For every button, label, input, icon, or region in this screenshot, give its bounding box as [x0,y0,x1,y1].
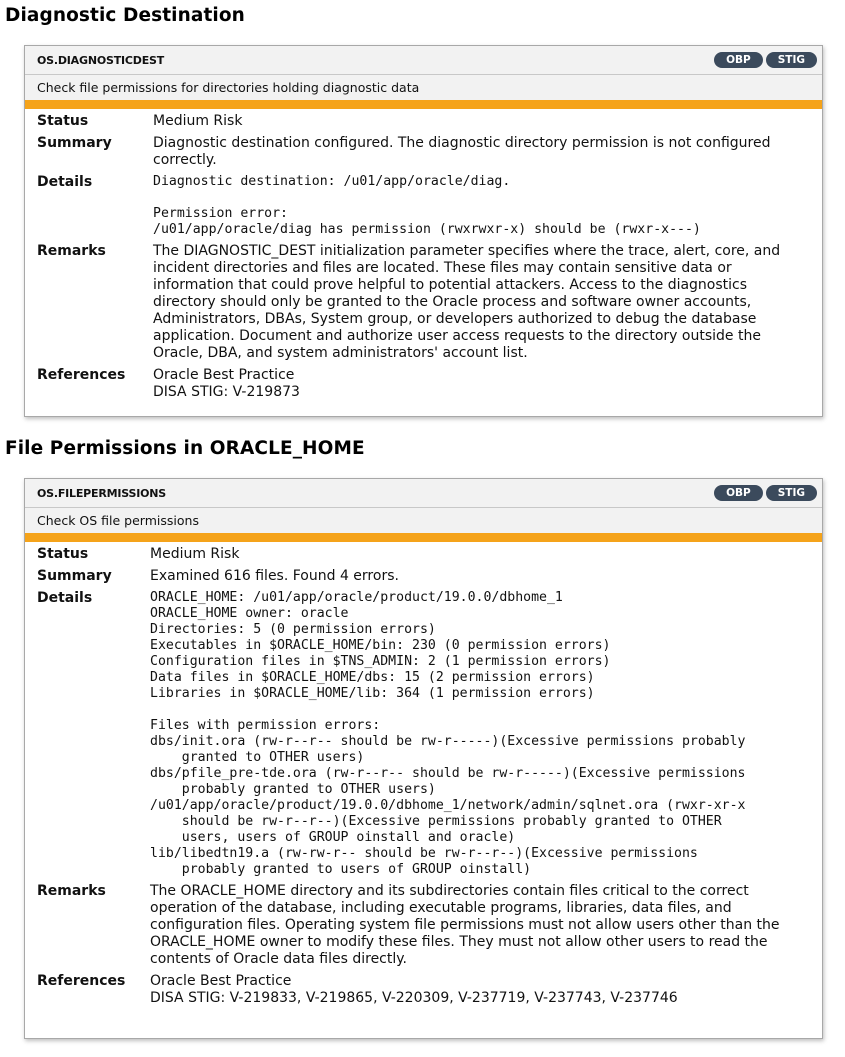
stig-badge[interactable]: STIG [766,52,817,68]
reference-item: Oracle Best Practice [153,367,295,383]
reference-item: Oracle Best Practice [150,973,292,989]
rule-description: Check OS file permissions [25,508,822,533]
rule-rows [25,542,822,1016]
badge-group [714,52,817,68]
references-label: References [37,973,126,989]
remarks-row [25,883,822,968]
summary-label: Summary [37,135,112,151]
remarks-label: Remarks [37,243,106,259]
references-value [153,367,314,401]
reference-item: DISA STIG: V-219873 [153,384,300,400]
summary-row [25,135,822,169]
section-title: File Permissions in ORACLE_HOME [5,438,365,459]
status-value: Medium Risk [150,546,240,562]
remarks-label: Remarks [37,883,106,899]
details-label: Details [37,590,93,606]
references-row [25,973,822,1007]
rule-card [24,478,823,1039]
details-value: Diagnostic destination: /u01/app/oracle/diag. Permission error: /u01/app/oracle/diag has permission (rwxrwxr-x) should be (rwxr-x---) [153,174,701,237]
rule-id: OS.DIAGNOSTICDEST [37,54,165,67]
references-label: References [37,367,126,383]
details-row [25,174,822,238]
obp-badge[interactable]: OBP [714,52,763,68]
section-title: Diagnostic Destination [5,5,245,26]
summary-label: Summary [37,568,112,584]
status-row [25,113,822,130]
references-value [150,973,692,1007]
rule-rows [25,109,822,410]
remarks-value: The ORACLE_HOME directory and its subdirectories contain files critical to the correct operation of the database, including executable programs, libraries, data files, and configuration files. Operating system file permissions must not allow users other than the ORACLE_HOME owner to modify these files. They must not allow other users to read the contents of Oracle data files directly. [150,883,780,967]
remarks-row [25,243,822,362]
details-label: Details [37,174,93,190]
summary-value: Examined 616 files. Found 4 errors. [150,568,399,584]
rule-header [25,479,822,508]
status-value: Medium Risk [153,113,243,129]
status-row [25,546,822,563]
status-label: Status [37,546,89,562]
references-row [25,367,822,401]
summary-row [25,568,822,585]
risk-bar [25,533,822,542]
details-value: ORACLE_HOME: /u01/app/oracle/product/19.0.0/dbhome_1 ORACLE_HOME owner: oracle Directories: 5 (0 permission errors) Executables in $ORACLE_HOME/bin: 230 (0 permission errors) Configuration files in $TNS_ADMIN: 2 (1 permission errors) Data files in $ORACLE_HOME/dbs: 15 (2 permission errors) Libraries in $ORACLE_HOME/lib: 364 (1 permission errors) Files with permission errors: dbs/init.ora (rw-r--r-- should be rw-r-----)(Excessive permissions probably granted to OTHER users) dbs/pfile_pre-tde.ora (rw-r--r-- should be rw-r-----)(Excessive permissions probably granted to OTHER users) /u01/app/oracle/product/19.0.0/dbhome_1/network/admin/sqlnet.ora (rwxr-xr-x should be rw-r--r--)(Excessive permissions probably granted to OTHER users, users of GROUP oinstall and oracle) lib/libedtn19.a (rw-rw-r-- should be rw-r--r--)(Excessive permissions probably granted to users of GROUP oinstall) [150,590,746,877]
rule-id: OS.FILEPERMISSIONS [37,487,166,500]
obp-badge[interactable]: OBP [714,485,763,501]
rule-header [25,46,822,75]
badge-group [714,485,817,501]
rule-card [24,45,823,417]
rule-description: Check file permissions for directories holding diagnostic data [25,75,822,100]
details-row [25,590,822,878]
summary-value: Diagnostic destination configured. The diagnostic directory permission is not configured correctly. [153,135,771,168]
stig-badge[interactable]: STIG [766,485,817,501]
risk-bar [25,100,822,109]
status-label: Status [37,113,89,129]
reference-item: DISA STIG: V-219833, V-219865, V-220309, V-237719, V-237743, V-237746 [150,990,678,1006]
remarks-value: The DIAGNOSTIC_DEST initialization parameter specifies where the trace, alert, core, and incident directories and files are located. These files may contain sensitive data or information that could prove helpful to potential attackers. Access to the diagnostics directory should only be granted to the Oracle process and software owner accounts, Administrators, DBAs, System group, or developers authorized to debug the database application. Document and authorize user access requests to the directory outside the Oracle, DBA, and system administrators' account list. [153,243,781,361]
